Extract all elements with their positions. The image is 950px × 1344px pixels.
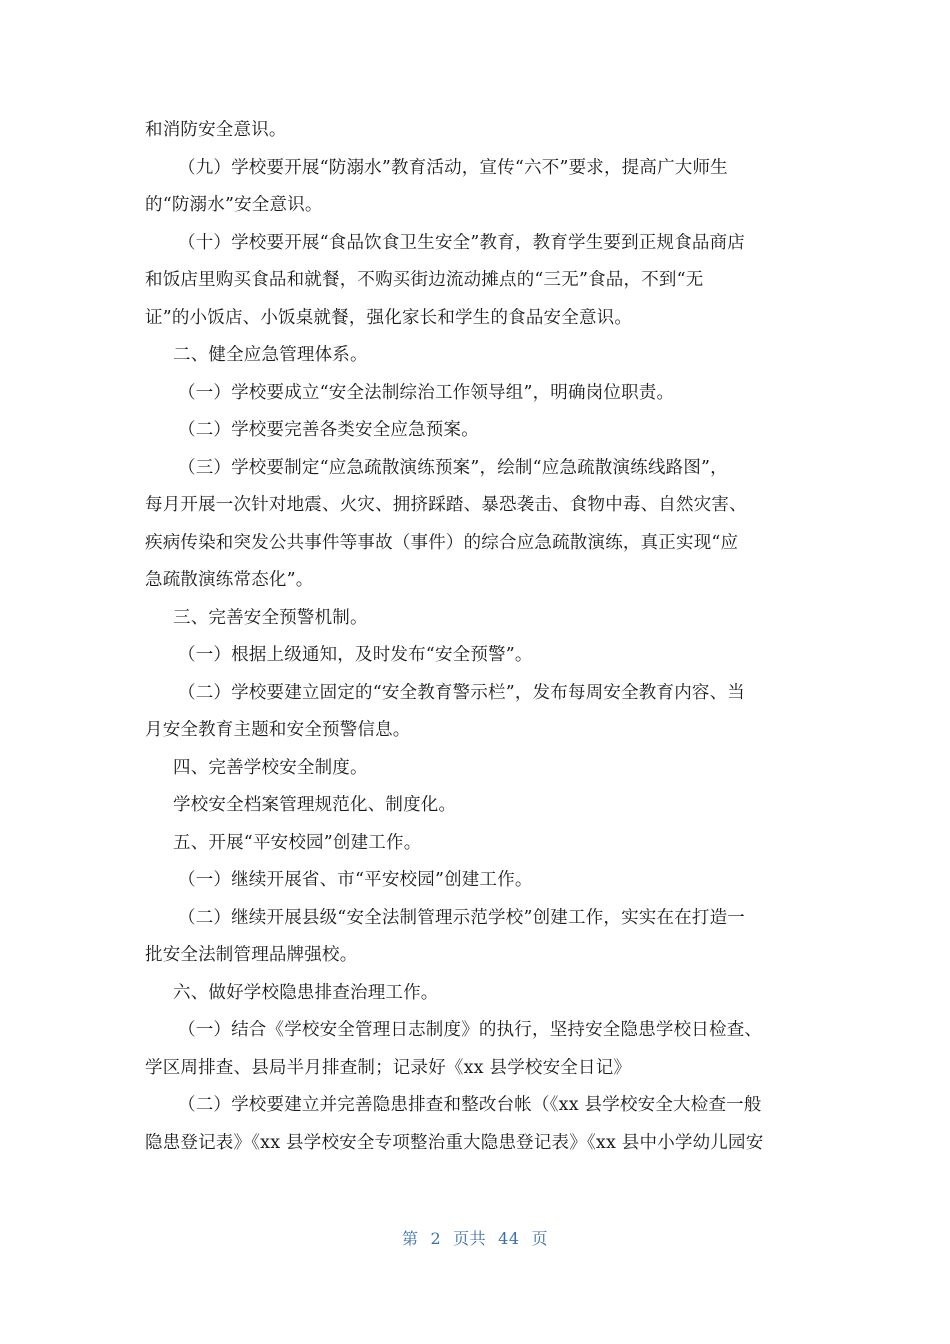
footer-suffix: 页 [531,1229,549,1248]
text-line: 和饭店里购买食品和就餐，不购买街边流动摊点的“三无”食品，不到“无 [145,270,704,290]
text-line: 疾病传染和突发公共事件等事故（事件）的综合应急疏散演练，真正实现“应 [145,532,739,553]
text-line: 月安全教育主题和安全预警信息。 [145,720,411,740]
text-line: （二）继续开展县级“安全法制管理示范学校”创建工作，实实在在打造一 [178,907,745,928]
footer-total-pages: 44 [498,1229,520,1248]
text-line: （一）根据上级通知，及时发布“安全预警”。 [178,645,533,665]
text-line: 和消防安全意识。 [145,120,287,140]
text-line: 的“防溺水”安全意识。 [145,195,323,215]
text-line: 四、完善学校安全制度。 [173,757,368,778]
text-line: 批安全法制管理品牌强校。 [145,945,358,965]
text-line: （二）学校要建立并完善隐患排查和整改台帐（《xx 县学校安全大检查一般 [178,1095,762,1115]
text-line: （二）学校要完善各类安全应急预案。 [178,420,479,440]
page-footer [0,1226,950,1249]
text-line: 三、完善安全预警机制。 [173,607,368,628]
text-line: （一）学校要成立“安全法制综治工作领导组”，明确岗位职责。 [178,382,675,403]
text-line: （十）学校要开展“食品饮食卫生安全”教育，教育学生要到正规食品商店 [178,232,745,253]
text-line: 学区周排查、县局半月排查制；记录好《xx 县学校安全日记》 [145,1057,632,1078]
text-line: （二）学校要建立固定的“安全教育警示栏”，发布每周安全教育内容、当 [178,682,745,703]
text-line: 隐患登记表》《xx 县学校安全专项整治重大隐患登记表》《xx 县中小学幼儿园安 [145,1132,764,1153]
text-line: （九）学校要开展“防溺水”教育活动，宣传“六不”要求，提高广大师生 [178,157,728,178]
text-line: 学校安全档案管理规范化、制度化。 [173,795,457,815]
text-line: 六、做好学校隐患排查治理工作。 [173,982,439,1003]
text-line: （一）结合《学校安全管理日志制度》的执行，坚持安全隐患学校日检查、 [178,1020,763,1040]
text-line: 证”的小饭店、小饭桌就餐，强化家长和学生的食品安全意识。 [145,307,633,328]
text-line: 每月开展一次针对地震、火灾、拥挤踩踏、暴恐袭击、食物中毒、自然灾害、 [145,495,747,515]
text-line: 五、开展“平安校园”创建工作。 [173,832,422,853]
text-line: （一）继续开展省、市“平安校园”创建工作。 [178,870,533,890]
text-line: （三）学校要制定“应急疏散演练预案”，绘制“应急疏散演练线路图”， [178,457,728,478]
footer-prefix: 第 [401,1229,419,1248]
text-line: 二、健全应急管理体系。 [173,345,368,365]
text-line: 急疏散演练常态化”。 [145,570,314,590]
footer-middle: 页共 [453,1229,487,1248]
document-body [145,112,810,1162]
footer-page-number: 2 [430,1229,442,1248]
